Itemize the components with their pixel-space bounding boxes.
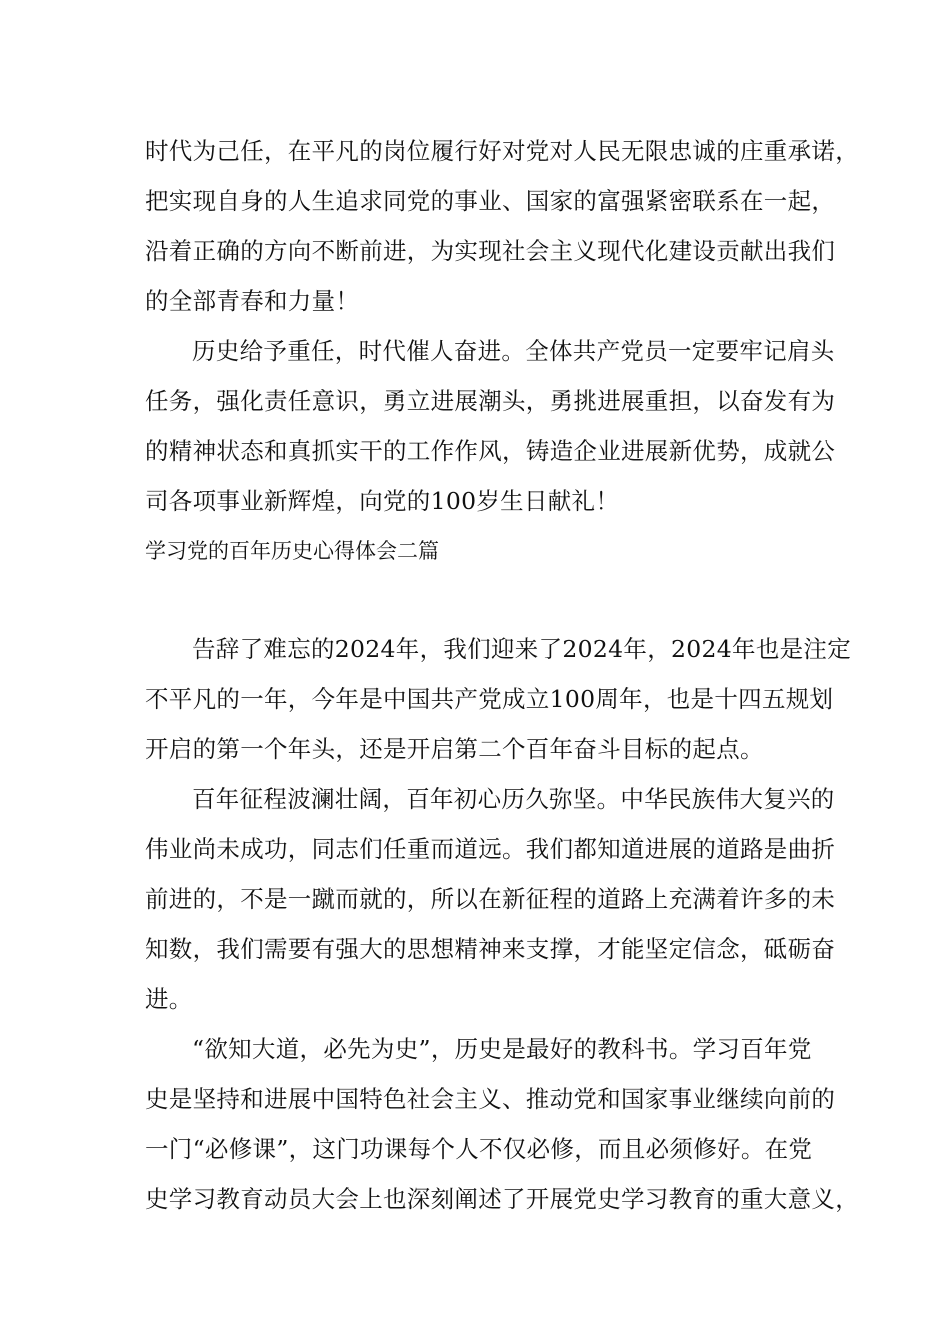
text-line: 前进的，不是一蹴而就的，所以在新征程的道路上充满着许多的未 xyxy=(145,885,836,913)
text-line: 告辞了难忘的2024年，我们迎来了2024年，2024年也是注定 xyxy=(192,635,852,663)
text-line: 的全部青春和力量！ xyxy=(145,287,360,315)
text-line: 司各项事业新辉煌，向党的100岁生日献礼！ xyxy=(145,487,620,515)
text-line: 任务，强化责任意识，勇立进展潮头，勇挑进展重担，以奋发有为 xyxy=(145,387,836,415)
text-line: 时代为己任，在平凡的岗位履行好对党对人民无限忠诚的庄重承诺， xyxy=(145,137,859,165)
text-line: 历史给予重任，时代催人奋进。全体共产党员一定要牢记肩头 xyxy=(192,337,835,365)
text-line: 开启的第一个年头，还是开启第二个百年奋斗目标的起点。 xyxy=(145,735,764,763)
text-line: 不平凡的一年，今年是中国共产党成立100周年，也是十四五规划 xyxy=(145,685,834,713)
text-line: “欲知大道，必先为史”，历史是最好的教科书。学习百年党 xyxy=(192,1035,812,1063)
text-line: 百年征程波澜壮阔，百年初心历久弥坚。中华民族伟大复兴的 xyxy=(192,785,835,813)
section-title: 学习党的百年历史心得体会二篇 xyxy=(145,539,439,563)
text-line: 进。 xyxy=(145,985,193,1013)
text-line: 史是坚持和进展中国特色社会主义、推动党和国家事业继续向前的 xyxy=(145,1085,836,1113)
text-line: 沿着正确的方向不断前进，为实现社会主义现代化建设贡献出我们 xyxy=(145,237,836,265)
text-line: 把实现自身的人生追求同党的事业、国家的富强紧密联系在一起， xyxy=(145,187,836,215)
text-line: 伟业尚未成功，同志们任重而道远。我们都知道进展的道路是曲折 xyxy=(145,835,836,863)
text-line: 的精神状态和真抓实干的工作作风，铸造企业进展新优势，成就公 xyxy=(145,437,836,465)
text-line: 知数，我们需要有强大的思想精神来支撑，才能坚定信念，砥砺奋 xyxy=(145,935,836,963)
text-line: 一门“必修课”，这门功课每个人不仅必修，而且必须修好。在党 xyxy=(145,1135,813,1163)
text-line: 史学习教育动员大会上也深刻阐述了开展党史学习教育的重大意义， xyxy=(145,1185,859,1213)
